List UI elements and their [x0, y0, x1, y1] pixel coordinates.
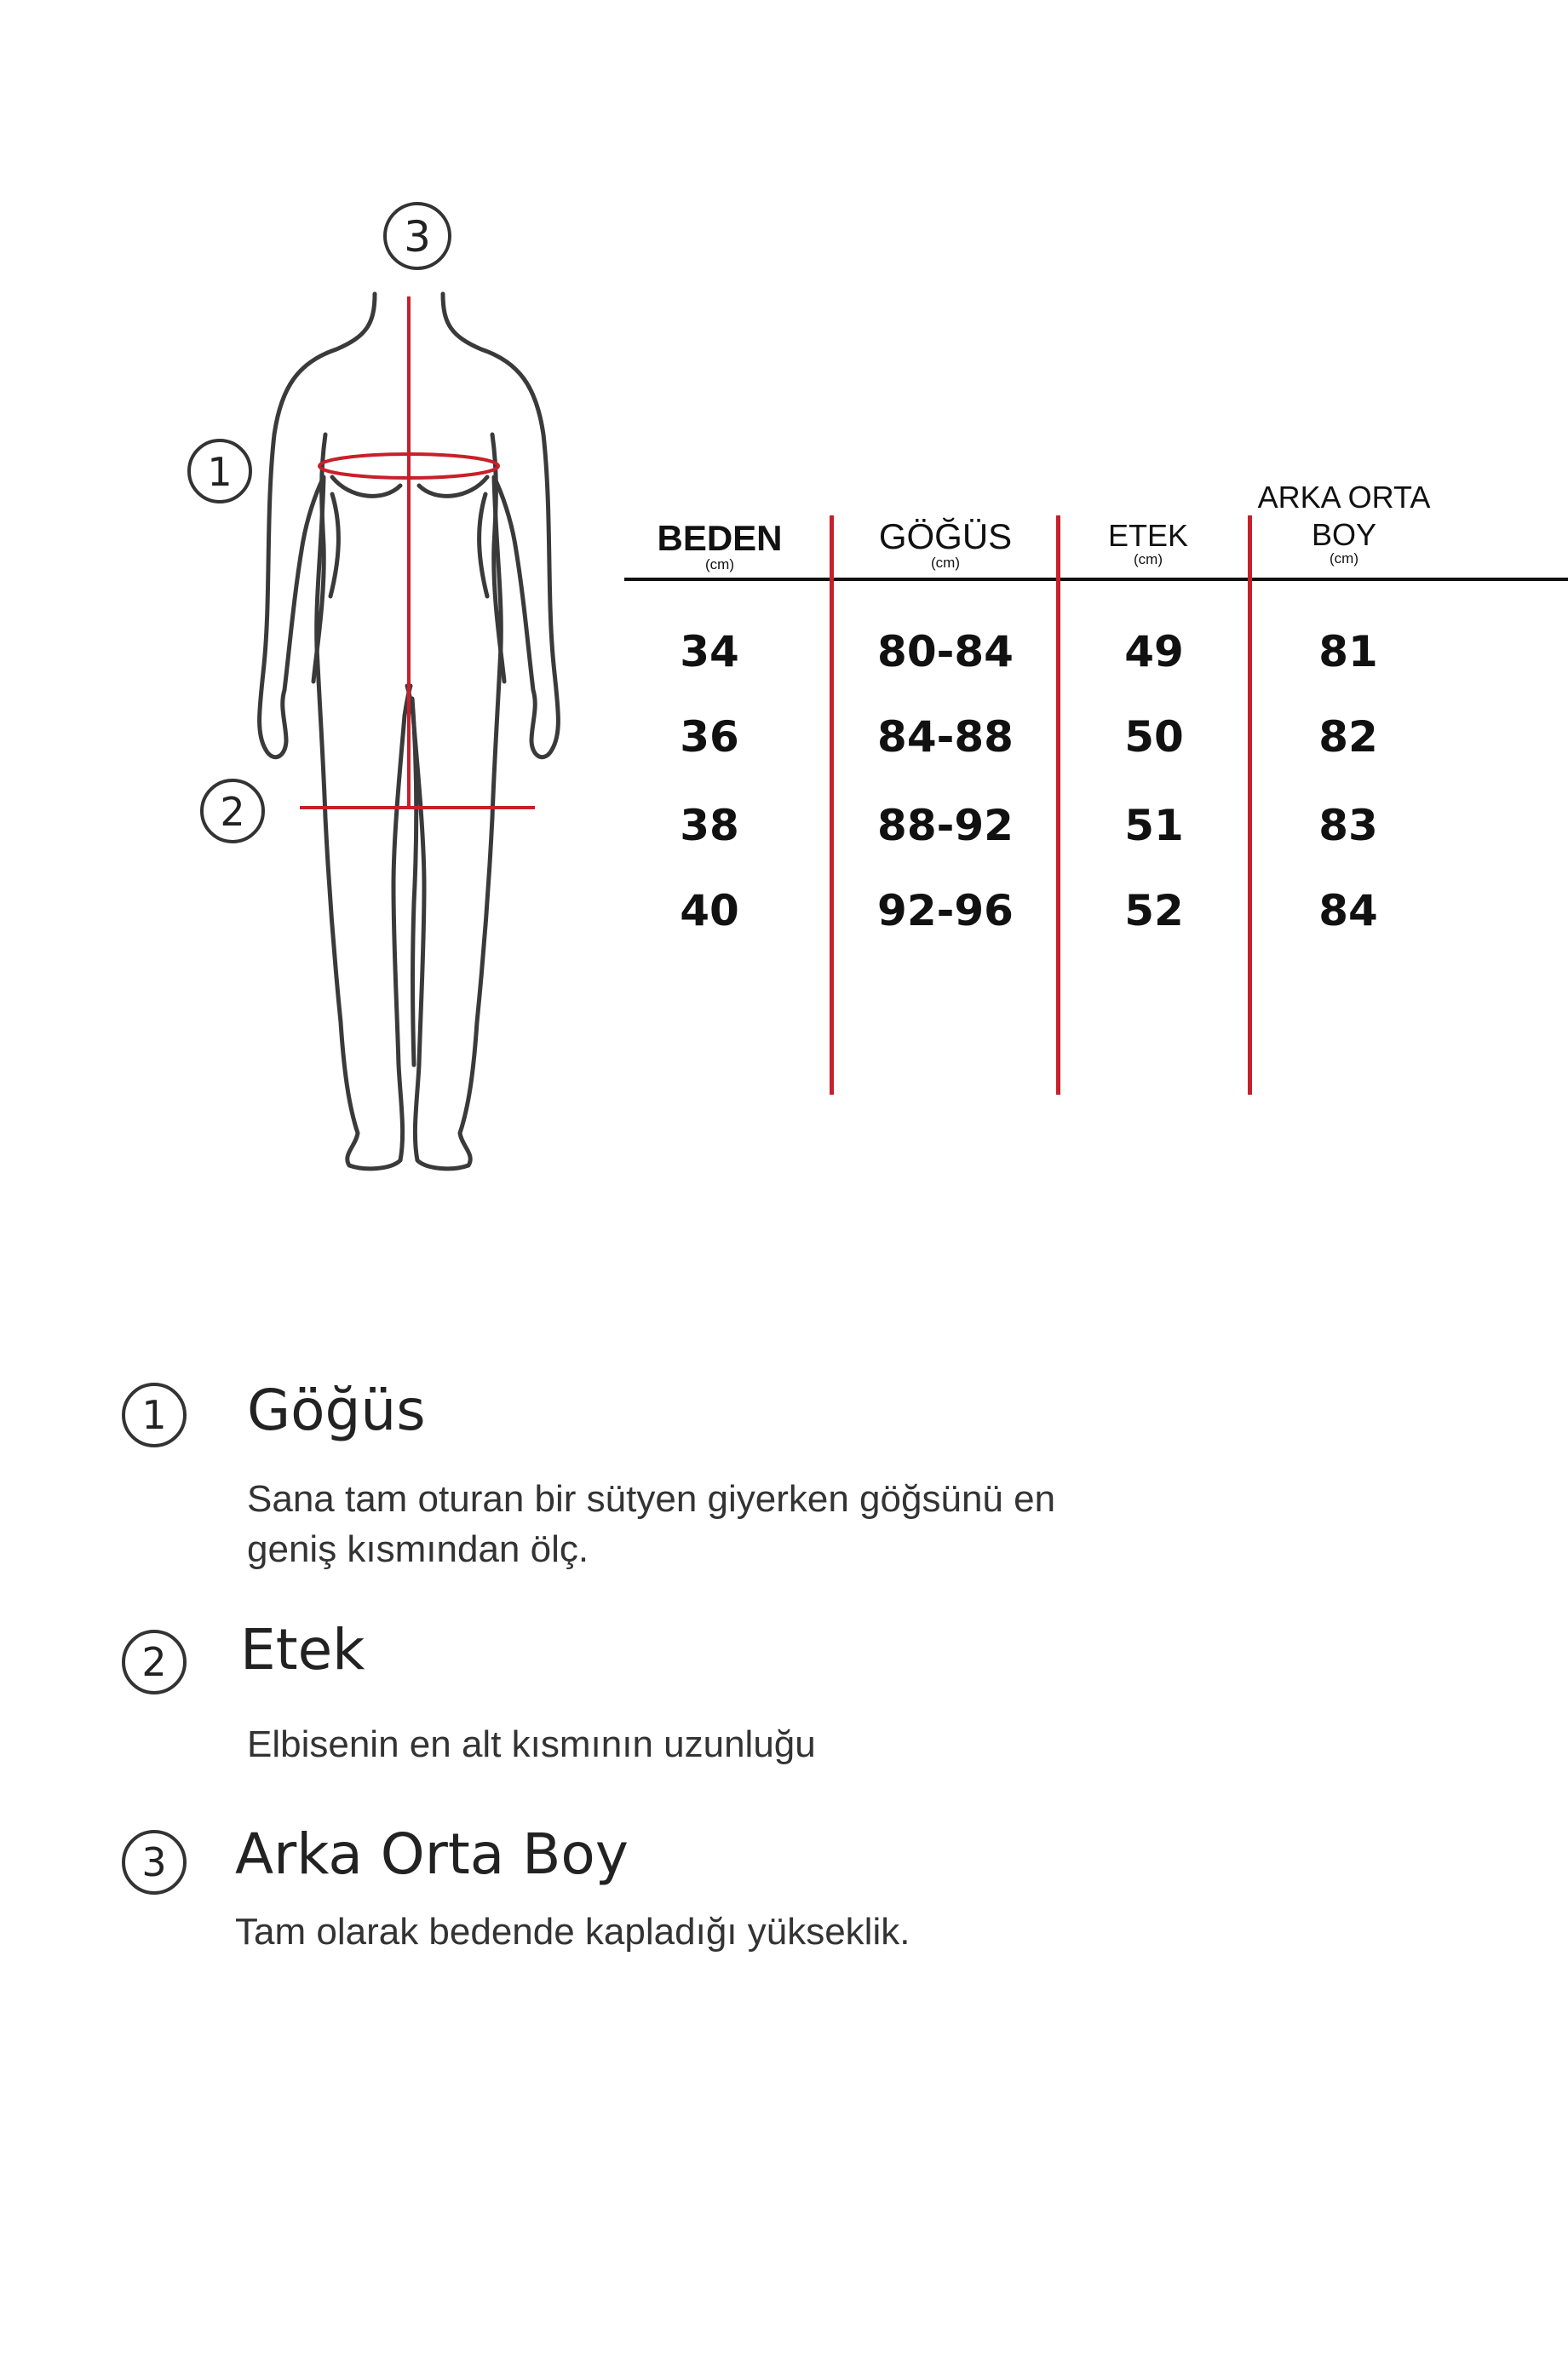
- legend-description: Tam olarak bedende kapladığı yükseklik.: [235, 1911, 910, 1953]
- column-divider-3: [1248, 515, 1252, 1095]
- header-divider: [624, 578, 1568, 581]
- cell-beden: 40: [680, 886, 739, 935]
- bust-left: [332, 477, 400, 496]
- cell-arka-orta-boy: 83: [1318, 801, 1378, 850]
- cell-gogus: 84-88: [877, 712, 1014, 762]
- cell-etek: 52: [1124, 886, 1184, 935]
- cell-gogus: 92-96: [877, 886, 1014, 935]
- bust-right: [419, 477, 487, 496]
- column-header-beden: BEDEN (cm): [657, 518, 783, 573]
- marker-3: [385, 204, 450, 268]
- legend-description: Sana tam oturan bir sütyen giyerken göğsünü en geniş kısmından ölç.: [247, 1478, 1056, 1571]
- waist-left: [330, 494, 338, 596]
- figure-outline-left: [260, 294, 411, 1169]
- cell-arka-orta-boy: 84: [1318, 886, 1378, 935]
- column-header-etek: ETEK (cm): [1107, 518, 1189, 567]
- legend-number: 1: [122, 1383, 187, 1447]
- legend-title: Göğüs: [247, 1378, 426, 1443]
- cell-beden: 38: [680, 801, 739, 850]
- column-divider-2: [1056, 515, 1060, 1095]
- cell-arka-orta-boy: 82: [1318, 712, 1378, 762]
- column-header-gogus: GÖĞÜS (cm): [878, 516, 1013, 572]
- legend-number: 2: [122, 1630, 187, 1694]
- cell-beden: 34: [680, 627, 739, 676]
- figure-outline-right: [407, 294, 558, 1169]
- column-header-arka-orta-boy: ARKA ORTA BOY (cm): [1257, 480, 1431, 567]
- legend-title: Arka Orta Boy: [235, 1821, 629, 1887]
- cell-gogus: 80-84: [877, 627, 1014, 676]
- body-measurement-figure: [0, 0, 647, 1210]
- cell-etek: 49: [1124, 627, 1184, 676]
- legend-title: Etek: [240, 1617, 365, 1683]
- inner-leg: [412, 699, 416, 1065]
- svg-text:2: 2: [220, 789, 245, 835]
- cell-etek: 51: [1124, 801, 1184, 850]
- marker-1: [189, 440, 250, 502]
- legend-number: 3: [122, 1830, 187, 1895]
- cell-arka-orta-boy: 81: [1318, 627, 1378, 676]
- column-divider-1: [830, 515, 834, 1095]
- cell-beden: 36: [680, 712, 739, 762]
- cell-etek: 50: [1124, 712, 1184, 762]
- svg-text:1: 1: [207, 449, 233, 495]
- waist-right: [480, 494, 487, 596]
- svg-text:3: 3: [404, 212, 431, 262]
- legend-description: Elbisenin en alt kısmının uzunluğu: [247, 1723, 816, 1765]
- cell-gogus: 88-92: [877, 801, 1014, 850]
- marker-2: [202, 780, 263, 842]
